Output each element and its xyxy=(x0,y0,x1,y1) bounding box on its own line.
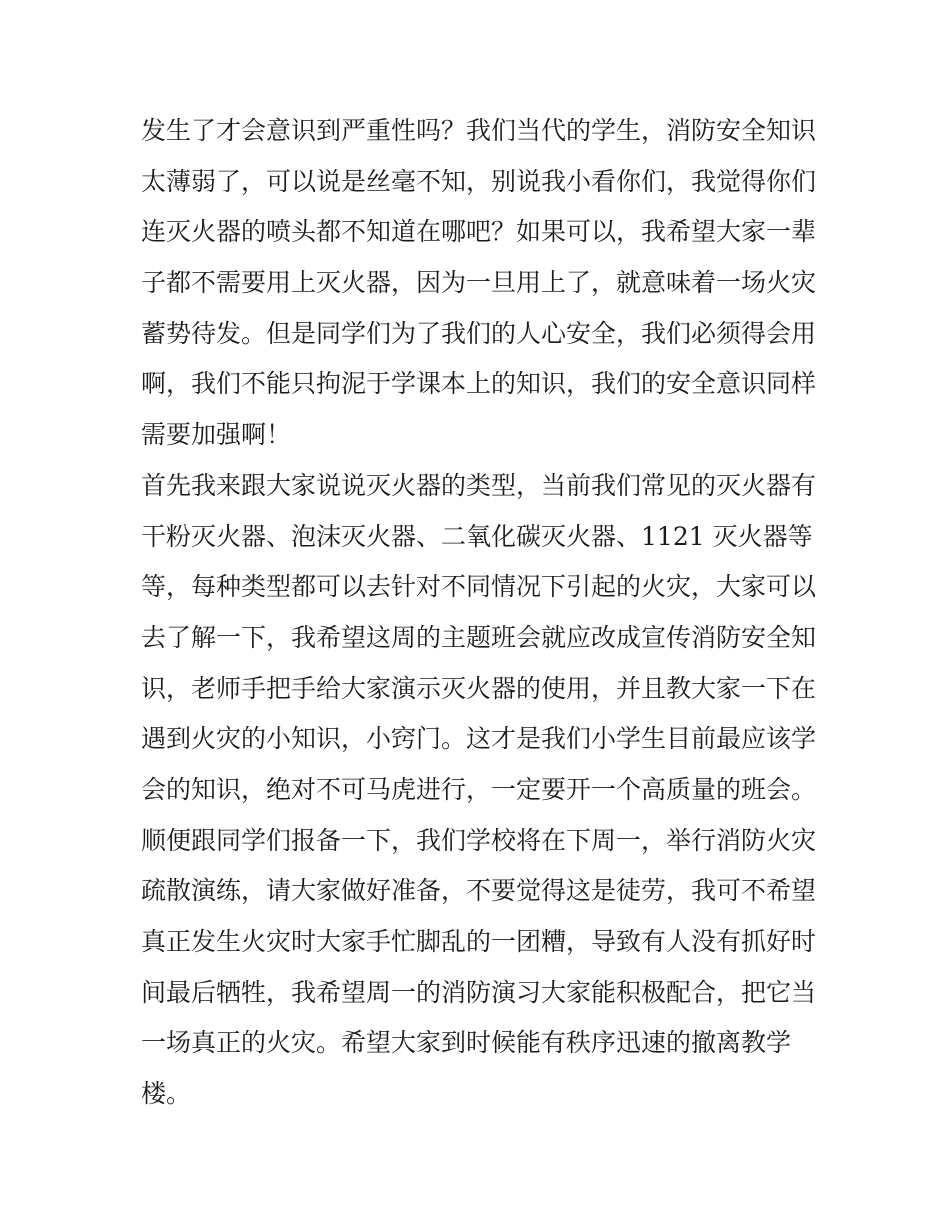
text-line: 会的知识，绝对不可马虎进行，一定要开一个高质量的班会。 xyxy=(141,774,817,804)
text-line: 一场真正的火灾。希望大家到时候能有秩序迅速的撤离教学 xyxy=(141,1028,792,1058)
text-line: 遇到火灾的小知识，小窍门。这才是我们小学生目前最应该学 xyxy=(141,724,817,754)
text-line: 识，老师手把手给大家演示灭火器的使用，并且教大家一下在 xyxy=(141,673,817,703)
text-line: 首先我来跟大家说说灭火器的类型，当前我们常见的灭火器有 xyxy=(141,470,817,500)
body-text xyxy=(141,106,821,1120)
text-line: 疏散演练，请大家做好准备，不要觉得这是徒劳，我可不希望 xyxy=(141,876,817,906)
text-line: 间最后牺牲，我希望周一的消防演习大家能积极配合，把它当 xyxy=(141,977,817,1007)
text-line: 蓄势待发。但是同学们为了我们的人心安全，我们必须得会用 xyxy=(141,318,817,348)
text-line: 真正发生火灾时大家手忙脚乱的一团糟，导致有人没有抓好时 xyxy=(141,927,817,956)
text-line: 子都不需要用上灭火器，因为一旦用上了，就意味着一场火灾 xyxy=(141,268,817,298)
text-line: 去了解一下，我希望这周的主题班会就应改成宣传消防安全知 xyxy=(141,622,817,652)
text-line: 连灭火器的喷头都不知道在哪吧？如果可以，我希望大家一辈 xyxy=(141,217,817,247)
text-line: 顺便跟同学们报备一下，我们学校将在下周一，举行消防火灾 xyxy=(141,825,817,855)
text-line: 干粉灭火器、泡沫灭火器、二氧化碳灭火器、1121 灭火器等 xyxy=(141,521,813,551)
text-line: 太薄弱了，可以说是丝毫不知，别说我小看你们，我觉得你们 xyxy=(141,166,817,196)
text-line: 发生了才会意识到严重性吗？我们当代的学生，消防安全知识 xyxy=(141,116,817,145)
text-line: 需要加强啊！ xyxy=(141,420,292,450)
text-line: 等，每种类型都可以去针对不同情况下引起的火灾，大家可以 xyxy=(141,572,817,602)
text-line: 啊，我们不能只拘泥于学课本上的知识，我们的安全意识同样 xyxy=(141,369,817,399)
text-line: 楼。 xyxy=(141,1079,192,1109)
